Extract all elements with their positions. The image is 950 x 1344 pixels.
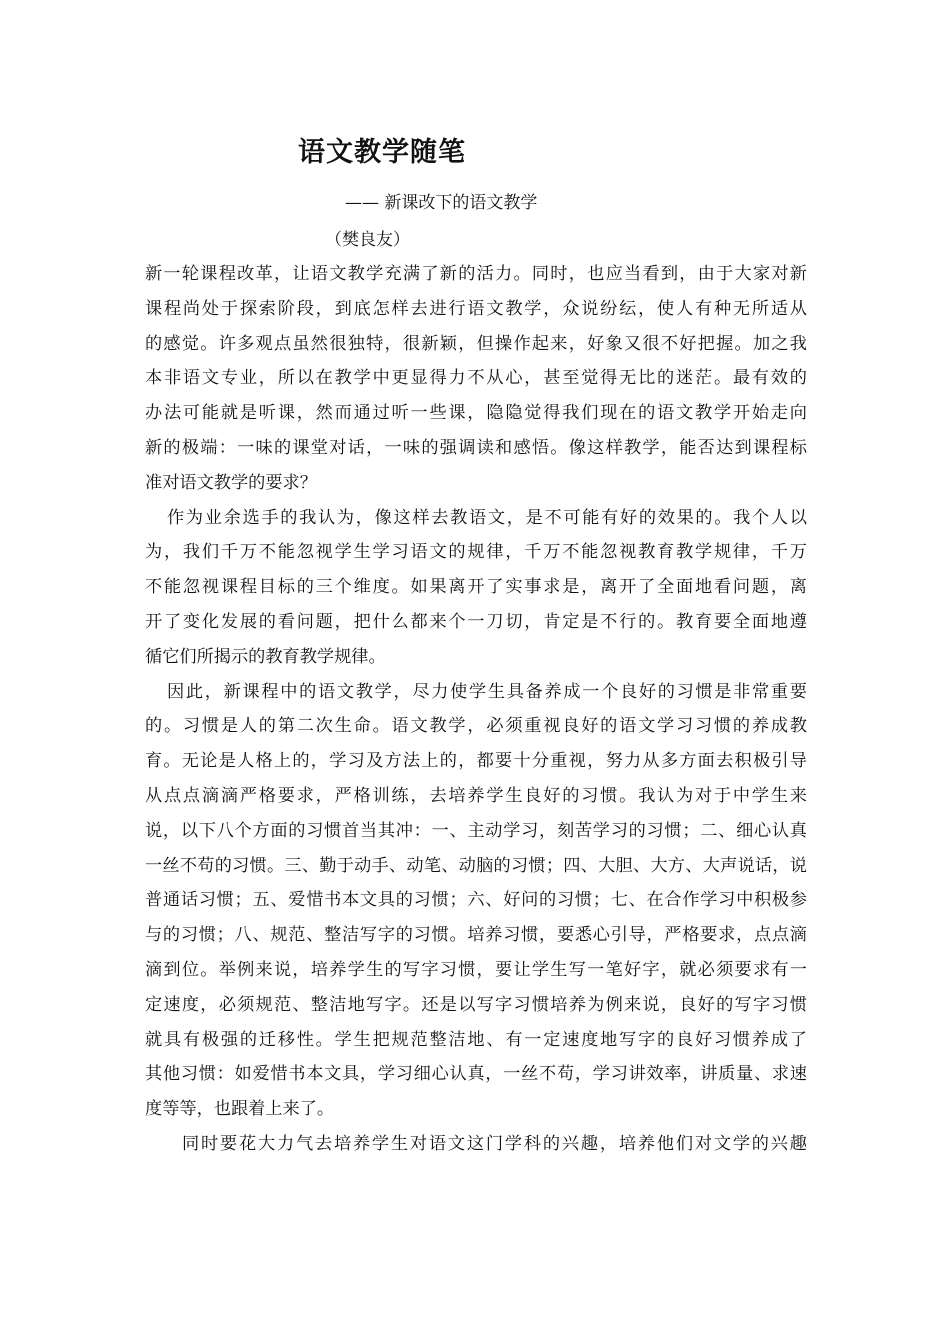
body-line: 的感觉。许多观点虽然很独特，很新颖，但操作起来，好象又很不好把握。加之我 xyxy=(145,333,807,354)
body-line: 准对语文教学的要求？ xyxy=(145,472,317,493)
body-line: 一丝不苟的习惯。三、勤于动手、动笔、动脑的习惯；四、大胆、大方、大声说话，说 xyxy=(145,855,807,876)
document-body xyxy=(145,257,807,1162)
body-line: 说，以下八个方面的习惯首当其冲：一、主动学习，刻苦学习的习惯；二、细心认真 xyxy=(145,820,807,841)
body-line: 本非语文专业，所以在教学中更显得力不从心，甚至觉得无比的迷茫。最有效的 xyxy=(145,368,807,389)
body-line: 为，我们千万不能忽视学生学习语文的规律，千万不能忽视教育教学规律，千万 xyxy=(145,542,807,563)
document-subtitle: —— 新课改下的语文教学 xyxy=(345,193,538,213)
body-line: 作为业余选手的我认为，像这样去教语文，是不可能有好的效果的。我个人以 xyxy=(167,507,807,528)
body-line: 因此，新课程中的语文教学，尽力使学生具备养成一个良好的习惯是非常重要 xyxy=(167,681,807,702)
body-line: 开了变化发展的看问题，把什么都来个一刀切，肯定是不行的。教育要全面地遵 xyxy=(145,611,807,632)
body-line: 就具有极强的迁移性。学生把规范整洁地、有一定速度地写字的良好习惯养成了 xyxy=(145,1029,807,1050)
body-line: 办法可能就是听课，然而通过听一些课，隐隐觉得我们现在的语文教学开始走向 xyxy=(145,403,807,424)
body-line: 其他习惯：如爱惜书本文具，学习细心认真，一丝不苟，学习讲效率，讲质量、求速 xyxy=(145,1064,807,1085)
body-line: 普通话习惯；五、爱惜书本文具的习惯；六、好问的习惯；七、在合作学习中积极参 xyxy=(145,890,807,911)
body-line: 滴到位。举例来说，培养学生的写字习惯，要让学生写一笔好字，就必须要求有一 xyxy=(145,959,807,980)
body-line: 课程尚处于探索阶段，到底怎样去进行语文教学，众说纷纭，使人有种无所适从 xyxy=(145,298,807,319)
body-line: 循它们所揭示的教育教学规律。 xyxy=(145,646,386,667)
document-title: 语文教学随笔 xyxy=(298,137,466,168)
body-line: 的。习惯是人的第二次生命。语文教学，必须重视良好的语文学习习惯的养成教 xyxy=(145,716,807,737)
body-line: 新的极端：一味的课堂对话，一味的强调读和感悟。像这样教学，能否达到课程标 xyxy=(145,437,807,458)
body-line: 育。无论是人格上的，学习及方法上的，都要十分重视，努力从多方面去积极引导 xyxy=(145,751,807,772)
body-line: 从点点滴滴严格要求，严格训练，去培养学生良好的习惯。我认为对于中学生来 xyxy=(145,785,807,806)
body-line: 新一轮课程改革，让语文教学充满了新的活力。同时，也应当看到，由于大家对新 xyxy=(145,264,807,284)
body-line: 不能忽视课程目标的三个维度。如果离开了实事求是，离开了全面地看问题，离 xyxy=(145,577,807,598)
document-author: （樊良友） xyxy=(325,230,410,250)
body-line: 与的习惯；八、规范、整洁写字的习惯。培养习惯，要悉心引导，严格要求，点点滴 xyxy=(145,925,807,946)
body-line: 度等等，也跟着上来了。 xyxy=(145,1099,335,1120)
body-line: 定速度，必须规范、整洁地写字。还是以写字习惯培养为例来说，良好的写字习惯 xyxy=(145,994,807,1015)
body-line: 同时要花大力气去培养学生对语文这门学科的兴趣，培养他们对文学的兴趣 xyxy=(182,1133,807,1154)
